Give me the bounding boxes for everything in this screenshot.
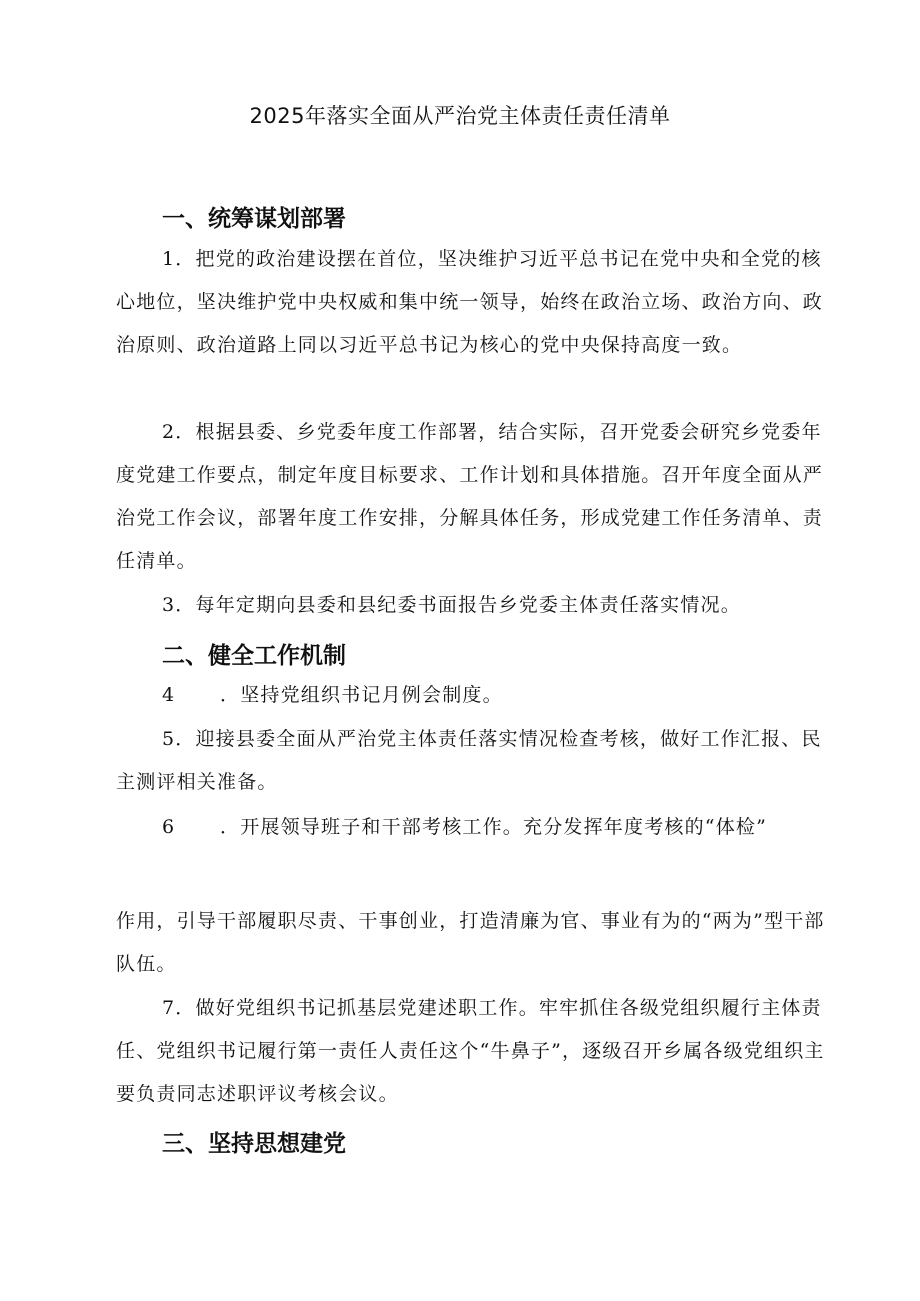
item-7: 7．做好党组织书记抓基层党建述职工作。牢牢抓住各级党组织履行主体责任、党组织书记履行第一责任人责任这个“牛鼻子”，逐级召开乡属各级党组织主要负责同志述职评议考核会议。 [116,997,825,1105]
item-4-text: ．坚持党组织书记月例会制度。 [220,684,503,706]
section-heading-2: 二、健全工作机制 [162,643,346,669]
item-4 [162,674,842,717]
item-6-text: ．开展领导班子和干部考核工作。充分发挥年度考核的“体检” [220,816,768,838]
item-6-number: 6 [162,816,176,838]
item-5: 5．迎接县委全面从严治党主体责任落实情况检查考核，做好工作汇报、民主测评相关准备。 [116,728,822,793]
item-1: 1．把党的政治建设摆在首位，坚决维护习近平总书记在党中央和全党的核心地位，坚决维护党中央权威和集中统一领导，始终在政治立场、政治方向、政治原则、政治道路上同以习近平总书记为核心的党中央保持高度一致。 [116,248,824,356]
section-heading-3: 三、坚持思想建党 [162,1131,346,1157]
document-title: 2025年落实全面从严治党主体责任责任清单 [249,104,671,128]
section-heading-1: 一、统筹谋划部署 [162,206,346,232]
item-6-continuation: 作用，引导干部履职尽责、干事创业，打造清廉为官、事业有为的“两为”型干部队伍。 [116,910,825,975]
item-3: 3．每年定期向县委和县纪委书面报告乡党委主体责任落实情况。 [162,594,741,616]
item-6 [162,806,842,849]
item-4-number: 4 [162,684,176,706]
item-2: 2．根据县委、乡党委年度工作部署，结合实际，召开党委会研究乡党委年度党建工作要点，制定年度目标要求、工作计划和具体措施。召开年度全面从严治党工作会议，部署年度工作安排，分解具体任务，形成党建工作任务清单、责任清单。 [116,421,824,572]
